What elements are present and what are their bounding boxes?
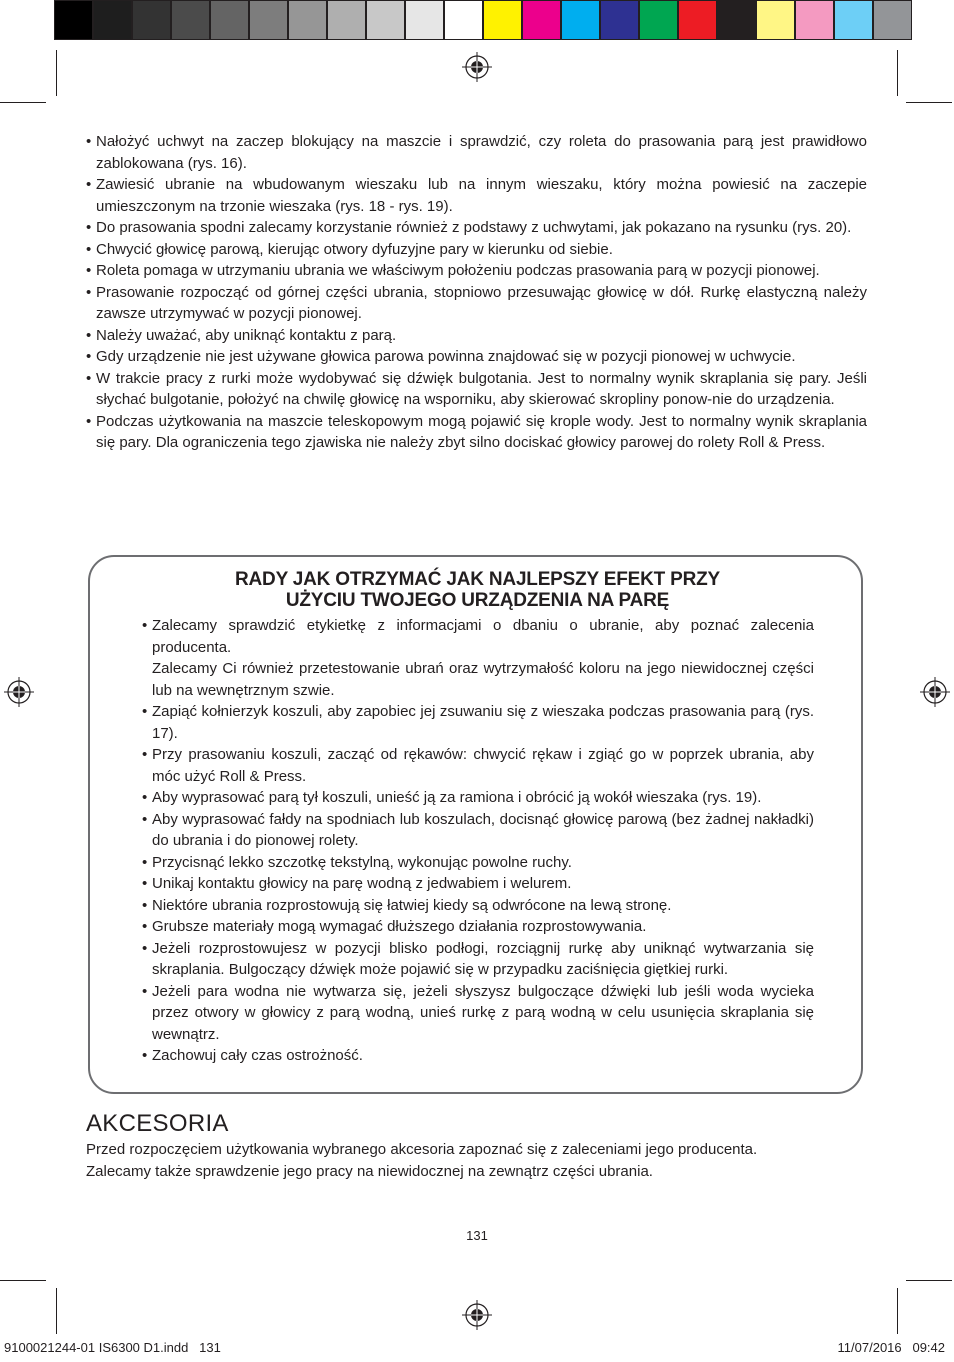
crop-mark xyxy=(897,50,898,96)
color-swatch xyxy=(834,0,873,40)
list-item: • Należy uważać, aby uniknąć kontaktu z parą. xyxy=(86,325,867,347)
registration-mark-icon xyxy=(920,677,950,707)
crop-mark xyxy=(0,102,46,103)
color-swatch xyxy=(795,0,834,40)
color-swatch xyxy=(171,0,210,40)
list-item: • Roleta pomaga w utrzymaniu ubrania we właściwym położeniu podczas prasowania parą w pozycji pionowej. xyxy=(86,260,867,282)
grayscale-calibration-bar xyxy=(54,0,483,40)
print-datetime: 11/07/2016 09:42 xyxy=(837,1340,945,1355)
color-swatch xyxy=(600,0,639,40)
list-item: • Aby wyprasować fałdy na spodniach lub koszulach, docisnąć głowicę parową (bez żadnej nakładki) do ubrania i do pionowej rolety. xyxy=(142,809,814,852)
registration-mark-icon xyxy=(462,1300,492,1330)
registration-mark-icon xyxy=(4,677,34,707)
file-info: 9100021244-01 IS6300 D1.indd 131 xyxy=(4,1340,221,1355)
crop-mark xyxy=(56,50,57,96)
color-swatch xyxy=(639,0,678,40)
list-item: • W trakcie pracy z rurki może wydobywać się dźwięk bulgotania. Jest to normalny wynik skraplania się pary. Jeśli słychać bulgotanie, położyć na chwilę głowicę na wsporniku, aby skierować skropliny ponow-nie do urządzenia. xyxy=(86,368,867,411)
crop-mark xyxy=(897,1288,898,1334)
list-item: • Podczas użytkowania na maszcie teleskopowym mogą pojawić się krople wody. Jest to normalny wynik skraplania się pary. Dla ograniczenia tego zjawiska nie należy zbyt silno dociskać głowicy parowej do rolety Roll & Press. xyxy=(86,411,867,454)
color-swatch xyxy=(444,0,483,40)
color-swatch xyxy=(288,0,327,40)
list-item: • Do prasowania spodni zalecamy korzystanie również z podstawy z uchwytami, jak pokazano na rysunku (rys. 20). xyxy=(86,217,867,239)
list-item: • Zawiesić ubranie na wbudowanym wieszaku lub na innym wieszaku, który można powiesić na zaczepie umieszczonym na trzonie wieszaka (rys. 18 - rys. 19). xyxy=(86,174,867,217)
color-swatch xyxy=(210,0,249,40)
list-item: • Jeżeli para wodna nie wytwarza się, jeżeli słyszysz bulgoczące dźwięki lub jeśli woda wycieka przez otwory w głowicy z parą wodną, unieś rurkę z parą wodną w celu usunięcia skraplania się wewnątrz. xyxy=(142,981,814,1046)
color-calibration-bar xyxy=(483,0,912,40)
registration-mark-icon xyxy=(462,52,492,82)
tips-title-line: RADY JAK OTRZYMAĆ JAK NAJLEPSZY EFEKT PRZY xyxy=(235,569,720,590)
list-item: • Prasowanie rozpocząć od górnej części ubrania, stopniowo przesuwając głowicę w dół. Rurkę elastyczną należy zawsze utrzymywać w pozycji pionowej. xyxy=(86,282,867,325)
list-item: • Przycisnąć lekko szczotkę tekstylną, wykonując powolne ruchy. xyxy=(142,852,814,874)
section-body xyxy=(86,1139,867,1183)
list-item: • Jeżeli rozprostowujesz w pozycji blisko podłogi, rozciągnij rurkę aby uniknąć wytwarzania się skraplania. Bulgoczący dźwięk może pojawić się w przypadku zaciśnięcia giętkiej rurki. xyxy=(142,938,814,981)
list-item: • Grubsze materiały mogą wymagać dłuższego działania rozprostowywania. xyxy=(142,916,814,938)
list-item: • Chwycić głowicę parową, kierując otwory dyfuzyjne pary w kierunku od siebie. xyxy=(86,239,867,261)
list-item: • Zapiąć kołnierzyk koszuli, aby zapobiec jej zsuwaniu się z wieszaka podczas prasowania parą (rys. 17). xyxy=(142,701,814,744)
list-item: • Aby wyprasować parą tył koszuli, unieść ją za ramiona i obrócić ją wokół wieszaka (rys. 19). xyxy=(142,787,814,809)
tip-text: Zalecamy sprawdzić etykietkę z informacjami o dbaniu o ubranie, aby poznać zalecenia producenta. xyxy=(152,617,814,656)
usage-instructions-list xyxy=(86,131,867,454)
list-item: • Zachowuj cały czas ostrożność. xyxy=(142,1045,814,1067)
list-item: • Unikaj kontaktu głowicy na parę wodną z jedwabiem i welurem. xyxy=(142,873,814,895)
crop-mark xyxy=(0,1280,46,1281)
tips-box xyxy=(88,555,863,1094)
tip-subtext: Zalecamy Ci również przetestowanie ubrań oraz wytrzymałość koloru na jego niewidocznej części lub na wewnętrznym szwie. xyxy=(152,660,814,699)
tips-title-line: UŻYCIU TWOJEGO URZĄDZENIA NA PARĘ xyxy=(285,590,670,611)
color-swatch xyxy=(561,0,600,40)
color-swatch xyxy=(132,0,171,40)
crop-mark xyxy=(56,1288,57,1334)
list-item xyxy=(142,615,814,701)
crop-mark xyxy=(906,1280,952,1281)
color-swatch xyxy=(249,0,288,40)
tips-title xyxy=(90,569,865,611)
color-swatch xyxy=(483,0,522,40)
paragraph-line: Zalecamy także sprawdzenie jego pracy na niewidocznej na zewnątrz części ubrania. xyxy=(86,1163,653,1180)
list-item: • Niektóre ubrania rozprostowują się łatwiej kiedy są odwrócone na lewą stronę. xyxy=(142,895,814,917)
color-swatch xyxy=(678,0,717,40)
color-swatch xyxy=(366,0,405,40)
color-swatch xyxy=(327,0,366,40)
color-swatch xyxy=(54,0,93,40)
paragraph-line: Przed rozpoczęciem użytkowania wybranego akcesoria zapoznać się z zaleceniami jego producenta. xyxy=(86,1141,758,1158)
page-number: 131 xyxy=(466,1228,488,1243)
color-swatch xyxy=(93,0,132,40)
color-swatch xyxy=(405,0,444,40)
crop-mark xyxy=(906,102,952,103)
tips-list xyxy=(142,615,814,1067)
color-swatch xyxy=(873,0,912,40)
list-item: • Gdy urządzenie nie jest używane głowica parowa powinna znajdować się w pozycji pionowej w uchwycie. xyxy=(86,346,867,368)
color-swatch xyxy=(522,0,561,40)
color-swatch xyxy=(756,0,795,40)
section-heading: AKCESORIA xyxy=(86,1110,229,1137)
color-swatch xyxy=(717,0,756,40)
list-item: • Przy prasowaniu koszuli, zacząć od rękawów: chwycić rękaw i zgiąć go w poprzek ubrania, aby móc użyć Roll & Press. xyxy=(142,744,814,787)
list-item: • Nałożyć uchwyt na zaczep blokujący na maszcie i sprawdzić, czy roleta do prasowania parą jest prawidłowo zablokowana (rys. 16). xyxy=(86,131,867,174)
